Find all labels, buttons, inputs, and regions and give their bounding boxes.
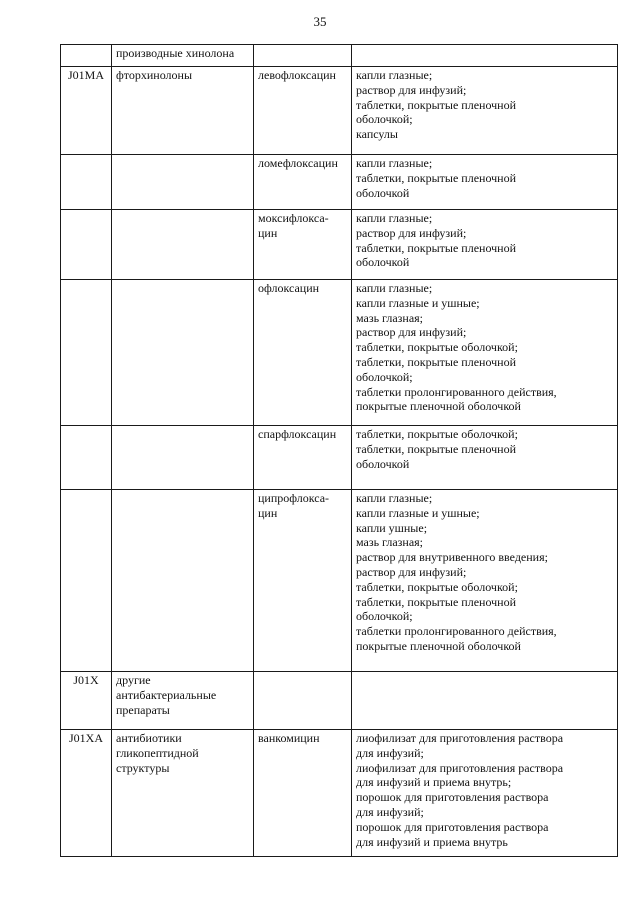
atc-code-cell	[61, 426, 112, 490]
drug-classification-table	[60, 44, 618, 857]
atc-code-cell	[61, 490, 112, 672]
drug-group-cell	[112, 280, 254, 426]
atc-code-cell: J01XA	[61, 730, 112, 857]
table-body	[61, 45, 618, 857]
dosage-forms-cell: капли глазные; раствор для инфузий; таблетки, покрытые пленочной оболочкой; капсулы	[352, 67, 618, 155]
drug-name-cell: ломефлоксацин	[254, 155, 352, 210]
drug-group-cell	[112, 426, 254, 490]
dosage-forms-cell: лиофилизат для приготовления раствора для инфузий; лиофилизат для приготовления раствора для инфузий и приема внутрь; порошок для приготовления раствора для инфузий; порошок для приготовления раствора для инфузий и приема внутрь	[352, 730, 618, 857]
atc-code-cell	[61, 210, 112, 280]
dosage-forms-cell	[352, 672, 618, 730]
drug-name-cell: спарфлоксацин	[254, 426, 352, 490]
dosage-forms-cell: капли глазные; капли глазные и ушные; мазь глазная; раствор для инфузий; таблетки, покрытые оболочкой; таблетки, покрытые пленочной оболочкой; таблетки пролонгированного действия, покрытые пленочной оболочкой	[352, 280, 618, 426]
table-row	[61, 155, 618, 210]
drug-name-cell: моксифлокса- цин	[254, 210, 352, 280]
atc-code-cell: J01MA	[61, 67, 112, 155]
table-row	[61, 426, 618, 490]
drug-name-cell	[254, 672, 352, 730]
drug-name-cell: ванкомицин	[254, 730, 352, 857]
dosage-forms-cell: капли глазные; капли глазные и ушные; капли ушные; мазь глазная; раствор для внутривенного введения; раствор для инфузий; таблетки, покрытые оболочкой; таблетки, покрытые пленочной оболочкой; таблетки пролонгированного действия, покрытые пленочной оболочкой	[352, 490, 618, 672]
dosage-forms-cell: капли глазные; таблетки, покрытые пленочной оболочкой	[352, 155, 618, 210]
drug-name-cell: левофлоксацин	[254, 67, 352, 155]
atc-code-cell	[61, 280, 112, 426]
atc-code-cell	[61, 45, 112, 67]
drug-name-cell	[254, 45, 352, 67]
drug-group-cell: антибиотики гликопептидной структуры	[112, 730, 254, 857]
table-row	[61, 67, 618, 155]
drug-group-cell: производные хинолона	[112, 45, 254, 67]
dosage-forms-cell: капли глазные; раствор для инфузий; таблетки, покрытые пленочной оболочкой	[352, 210, 618, 280]
drug-group-cell	[112, 210, 254, 280]
table-row	[61, 490, 618, 672]
dosage-forms-cell: таблетки, покрытые оболочкой; таблетки, покрытые пленочной оболочкой	[352, 426, 618, 490]
table-row	[61, 45, 618, 67]
atc-code-cell	[61, 155, 112, 210]
table-row	[61, 730, 618, 857]
dosage-forms-cell	[352, 45, 618, 67]
atc-code-cell: J01X	[61, 672, 112, 730]
table-row	[61, 672, 618, 730]
drug-group-cell: другие антибактериальные препараты	[112, 672, 254, 730]
drug-group-cell: фторхинолоны	[112, 67, 254, 155]
drug-group-cell	[112, 155, 254, 210]
drug-group-cell	[112, 490, 254, 672]
drug-name-cell: офлоксацин	[254, 280, 352, 426]
page-number: 35	[313, 14, 327, 29]
drug-name-cell: ципрофлокса- цин	[254, 490, 352, 672]
table-row	[61, 210, 618, 280]
table-row	[61, 280, 618, 426]
